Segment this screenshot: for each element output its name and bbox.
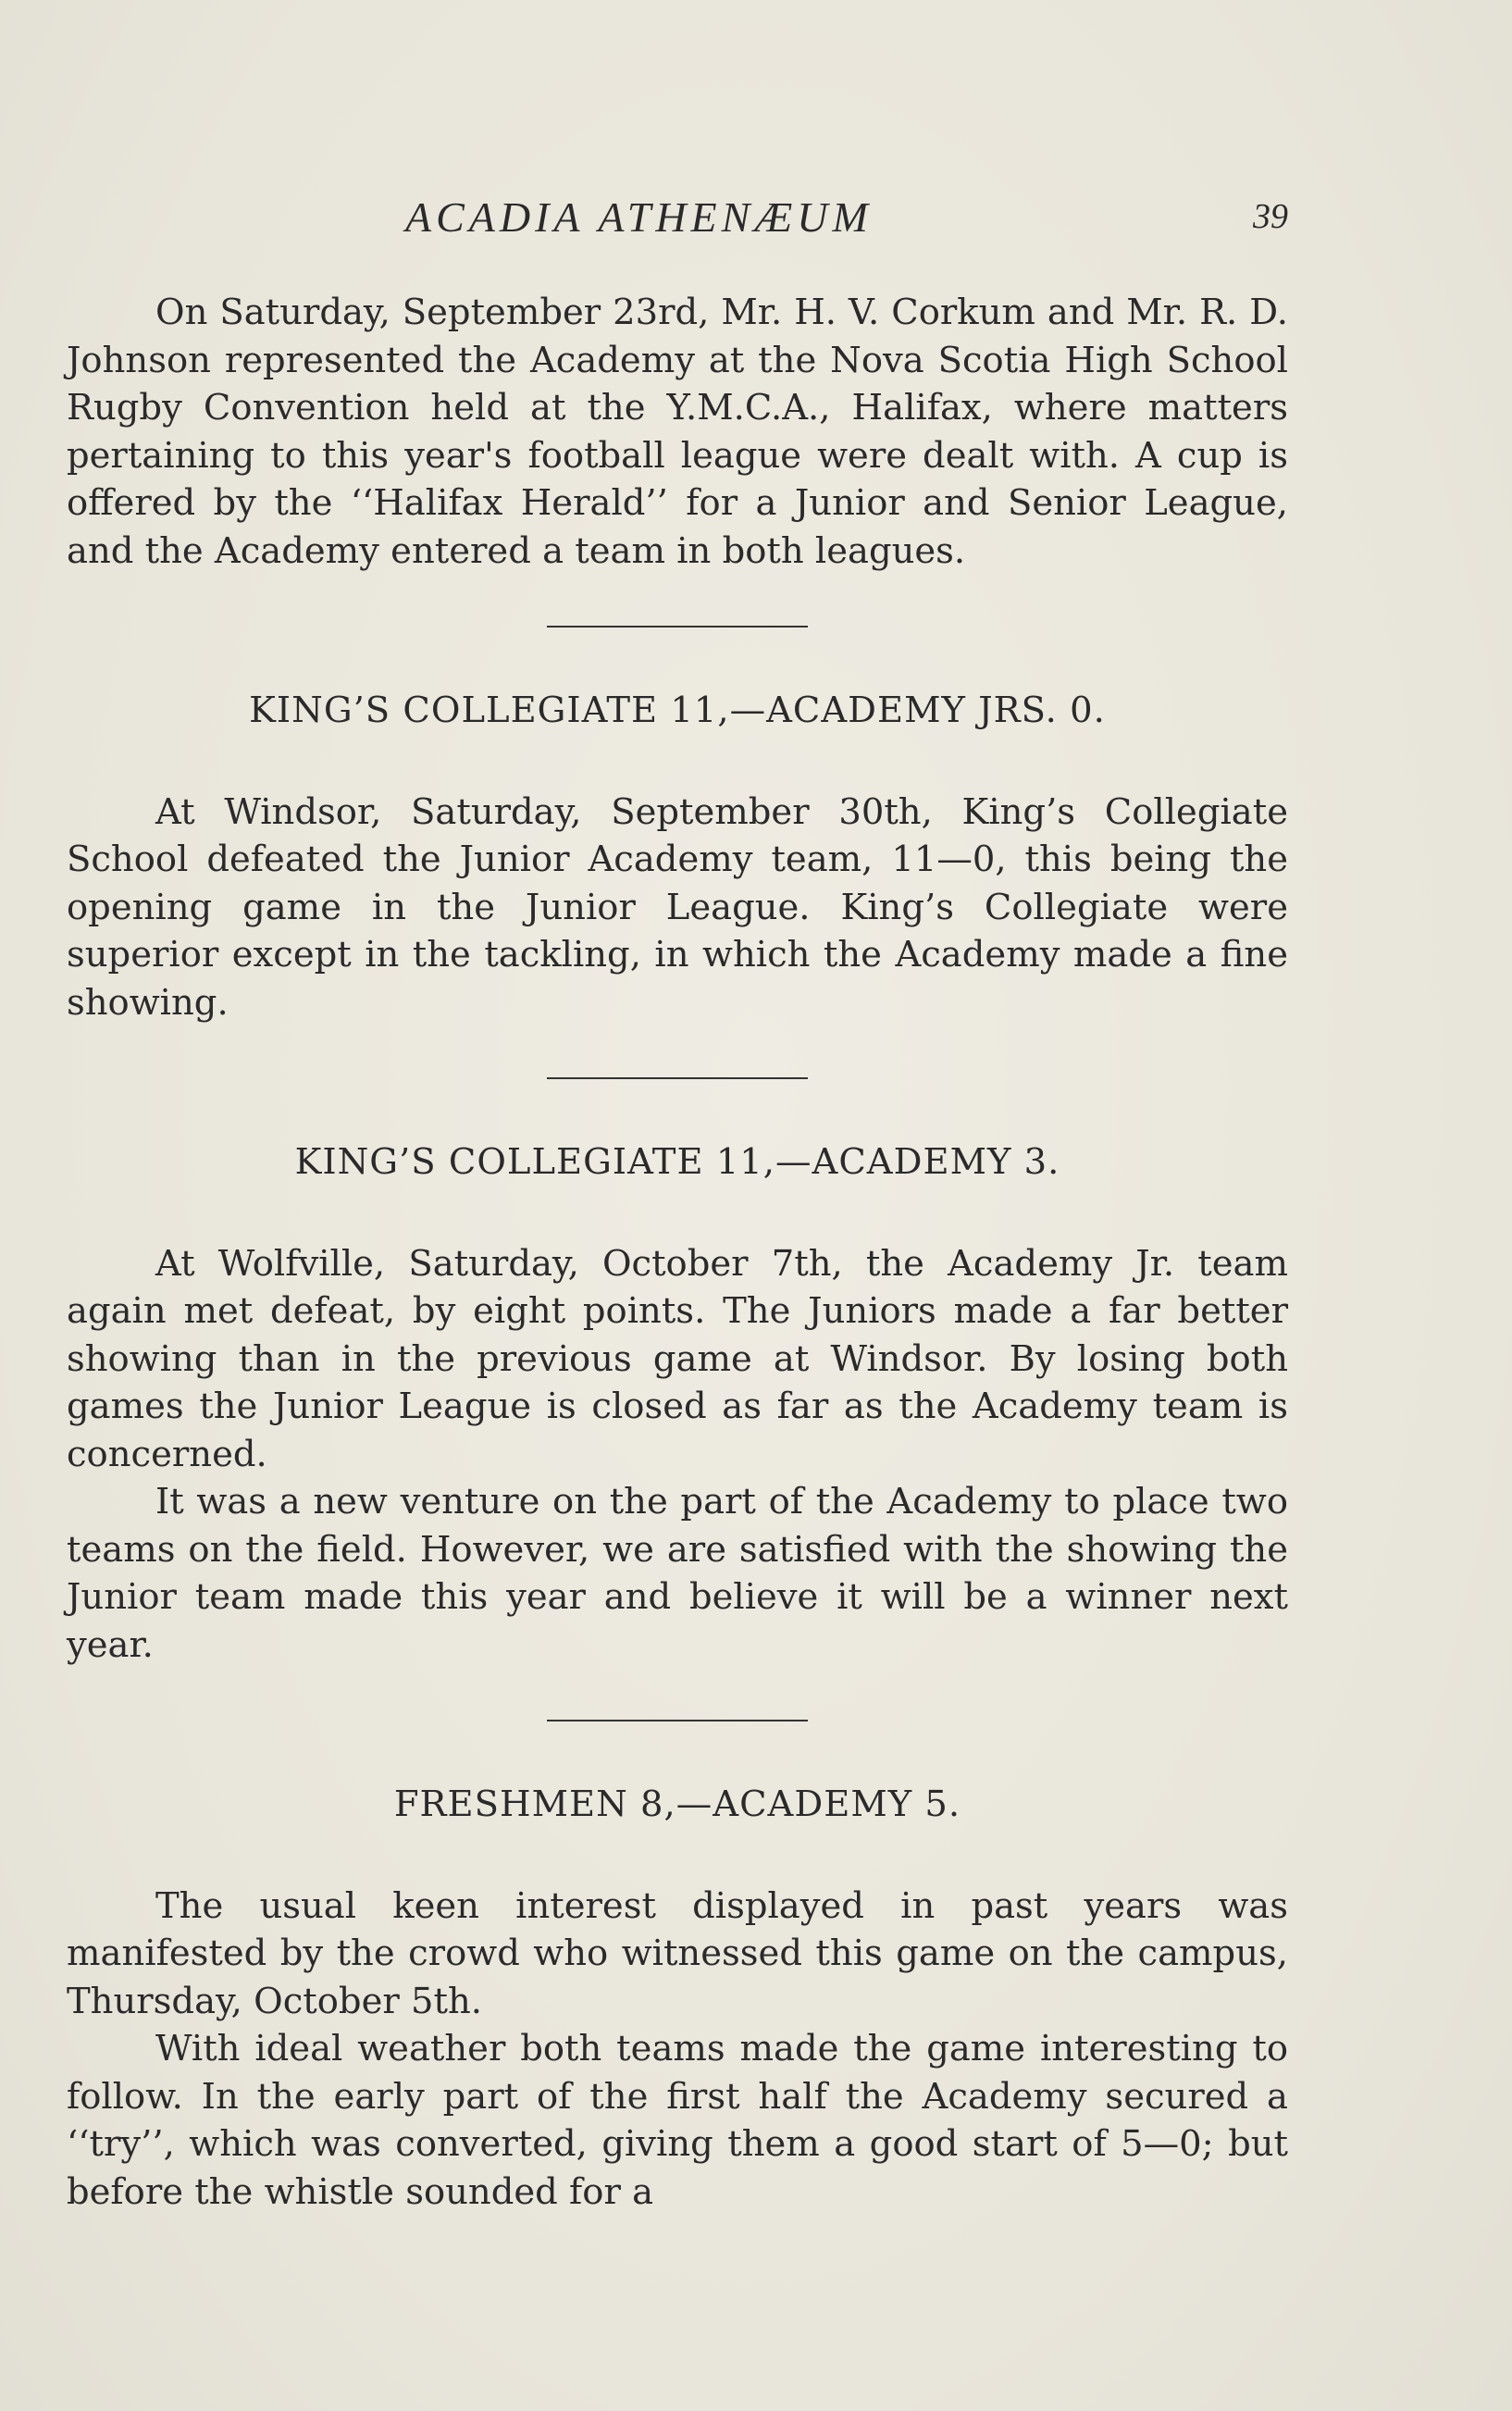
- paragraph: The usual keen interest displayed in past years was manifested by the crowd who witnessed this game on the campus, Thursday, October 5th.: [67, 1884, 1288, 2022]
- paragraph: On Saturday, September 23rd, Mr. H. V. Corkum and Mr. R. D. Johnson represented the Academy at the Nova Scotia High School Rugby Convention held at the Y.M.C.A., Halifax, where matters pertaining to this year's football league were dealt with. A cup is offered by the ‘‘Halifax Herald’’ for a Junior and Senior League, and the Academy entered a team in both leagues.: [67, 292, 1288, 572]
- page-number: 39: [1253, 197, 1288, 236]
- article-body: [67, 289, 1288, 2216]
- paragraph: At Wolfville, Saturday, October 7th, the Academy Jr. team again met defeat, by eight points. The Juniors made a far better showing than in the previous game at Windsor. By losing both games the Junior League is closed as far as the Academy team is concerned.: [67, 1242, 1288, 1475]
- paragraph: With ideal weather both teams made the game interesting to follow. In the early part of the first half the Academy secured a ‘‘try’’, which was converted, giving them a good start of 5—0; but before the whistle sounded for a: [67, 2028, 1288, 2213]
- section-heading: KING’S COLLEGIATE 11,—ACADEMY 3.: [294, 1141, 1060, 1183]
- running-title: ACADIA ATHENÆUM: [405, 193, 873, 241]
- paragraph: At Windsor, Saturday, September 30th, King’s Collegiate School defeated the Junior Academy team, 11—0, this being the opening game in the Junior League. King’s Collegiate were superior except in the tackling, in which the Academy made a fine showing.: [67, 790, 1288, 1024]
- section-kings-vs-academy: [67, 1138, 1288, 1669]
- section-kings-vs-academy-jrs: [67, 687, 1288, 1026]
- section-heading: KING’S COLLEGIATE 11,—ACADEMY JRS. 0.: [249, 690, 1106, 731]
- section-heading: FRESHMEN 8,—ACADEMY 5.: [393, 1783, 961, 1825]
- section-rugby-convention: [67, 289, 1288, 575]
- running-header: [67, 193, 1288, 248]
- paragraph: It was a new venture on the part of the Academy to place two teams on the field. However, we are satisfied with the showing the Junior team made this year and believe it will be a winner next year.: [67, 1481, 1288, 1666]
- section-freshmen-vs-academy: [67, 1781, 1288, 2216]
